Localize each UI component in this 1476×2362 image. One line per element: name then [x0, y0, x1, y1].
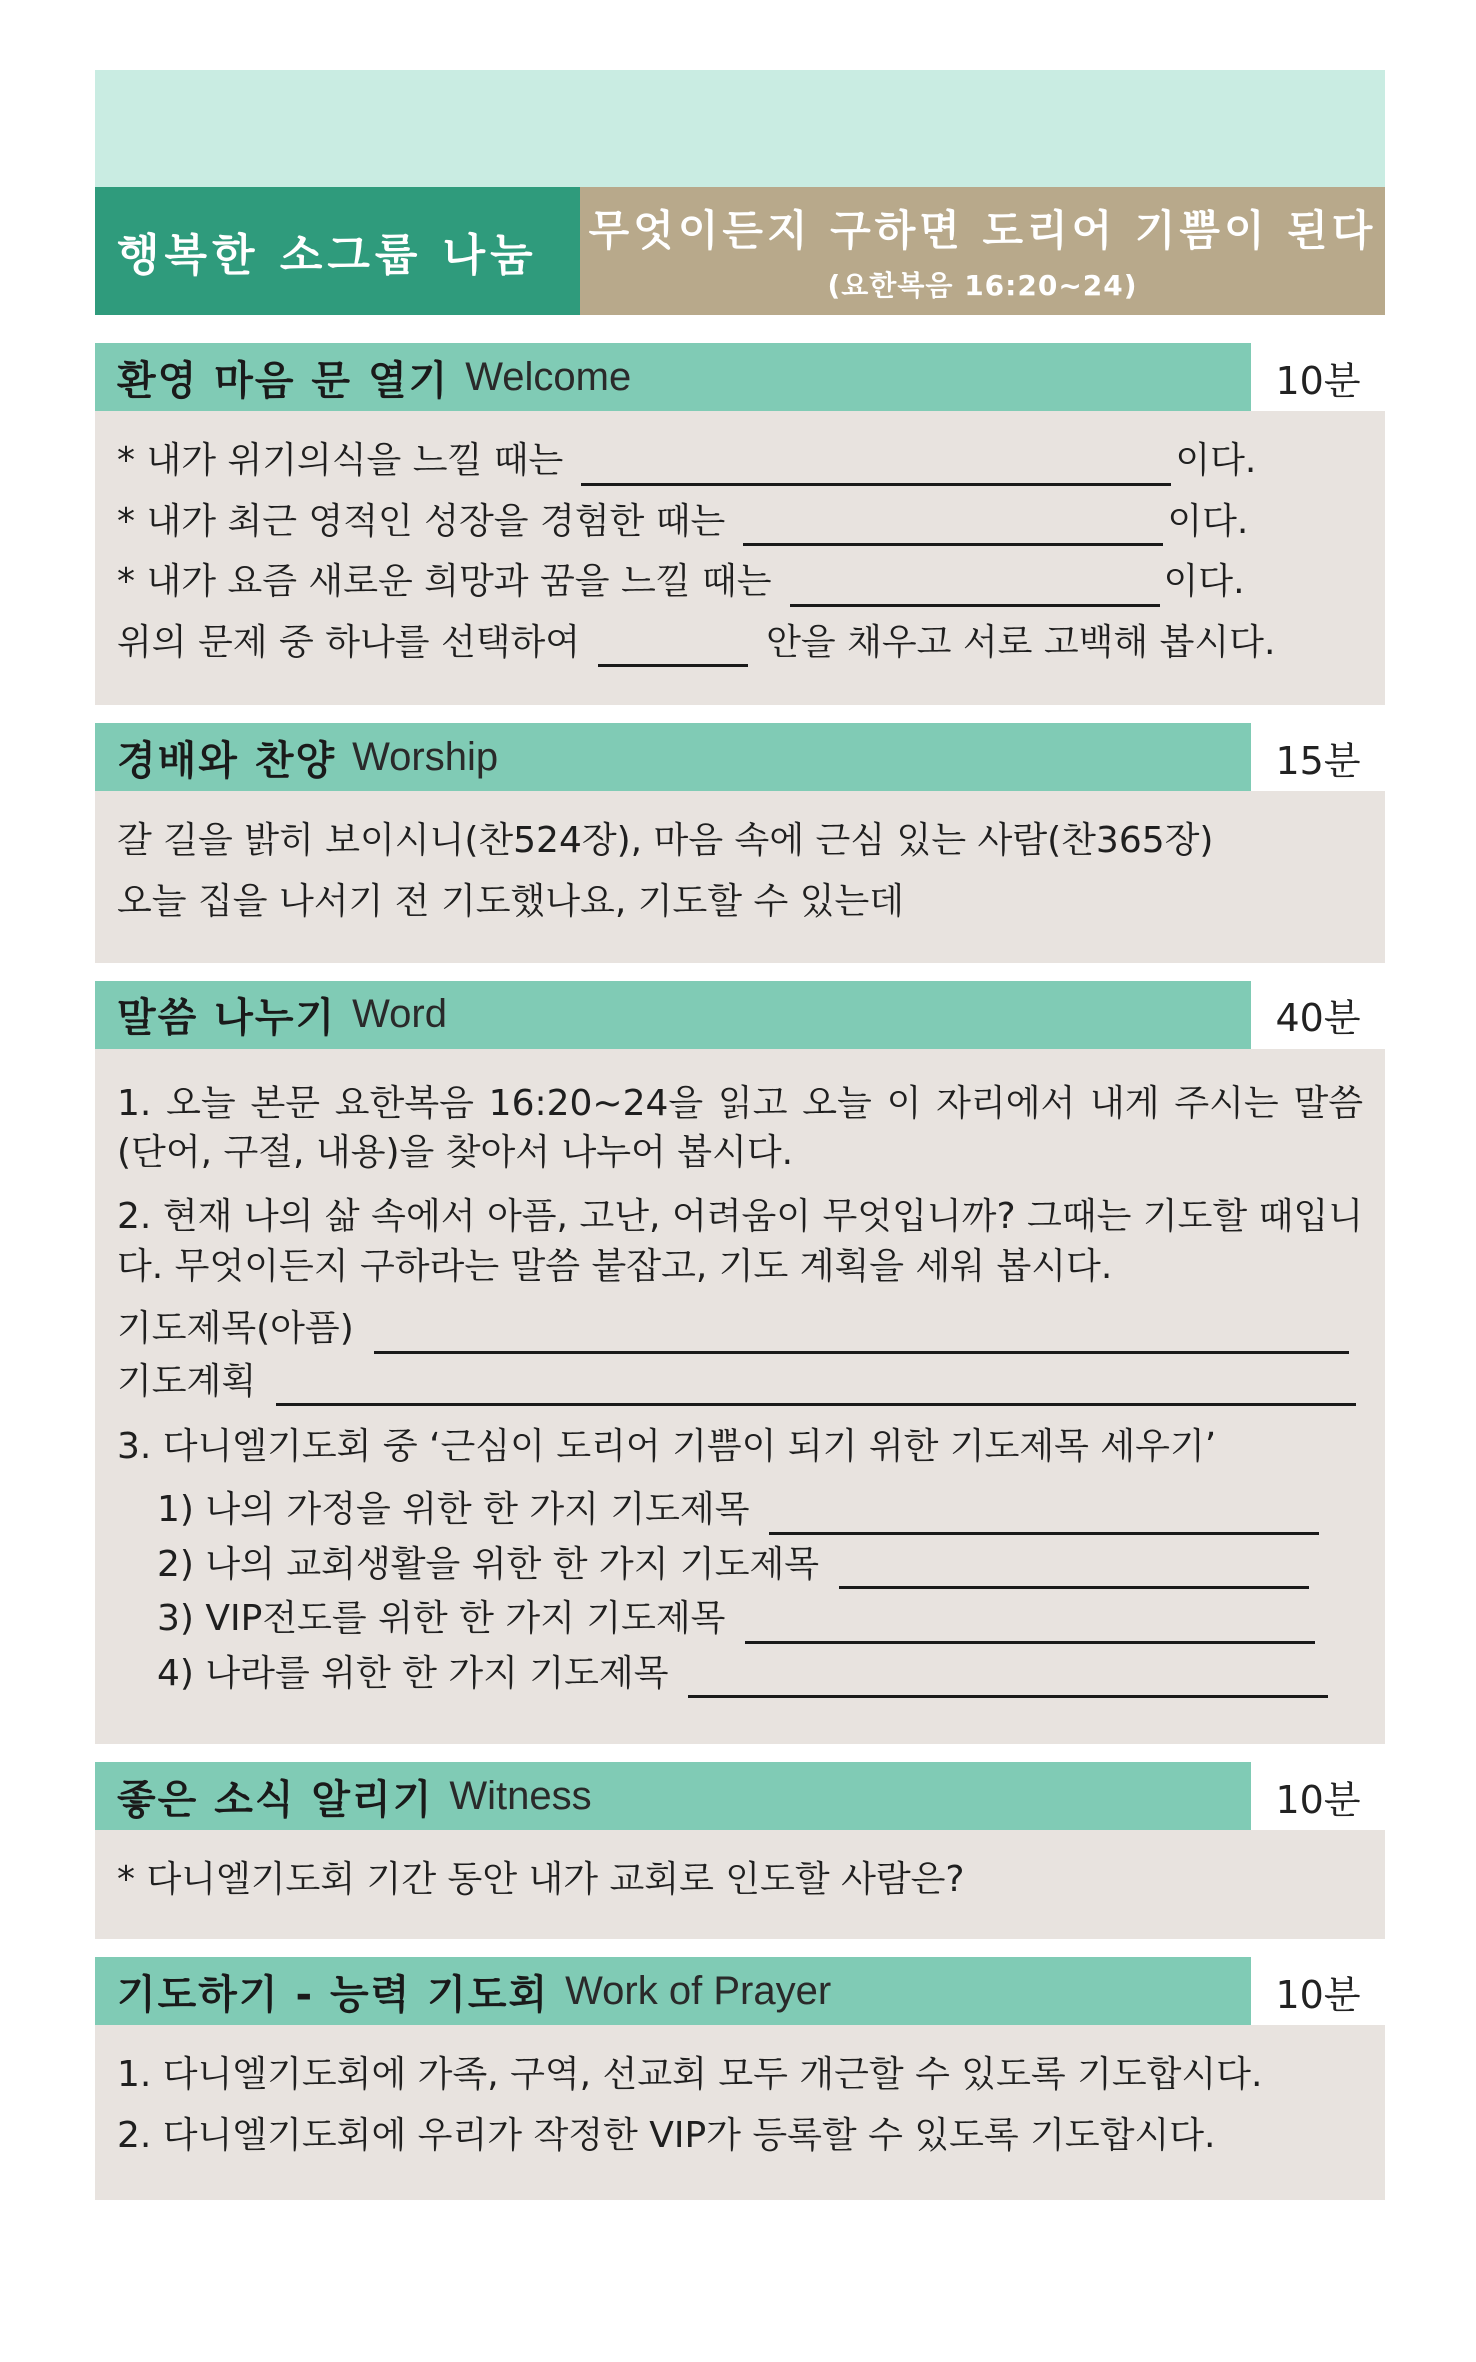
instruction-blank [598, 631, 748, 667]
section-minutes: 10분 [1275, 1972, 1361, 2017]
question-1: 1. 오늘 본문 요한복음 16:20~24을 읽고 오늘 이 자리에서 내게 주시는 말씀(단어, 구절, 내용)을 찾아서 나누어 봅시다. [117, 1082, 1363, 1174]
section-title: 말씀 나누기 [117, 995, 337, 1042]
section-label [95, 981, 1251, 1049]
instruction-line [117, 619, 1363, 668]
section-body [95, 1049, 1385, 1745]
section-body [95, 2025, 1385, 2200]
section-worship [95, 723, 1385, 962]
section-title-en: Word [352, 992, 447, 1037]
prayer-topic-blank[interactable] [374, 1318, 1349, 1354]
section-header [95, 723, 1385, 791]
prayer-topic-line [117, 1305, 1363, 1354]
section-body [95, 411, 1385, 705]
section-title: 경배와 찬양 [117, 737, 337, 784]
scripture-reference: (요한복음 16:20~24) [827, 269, 1138, 302]
worksheet [95, 70, 1385, 2200]
witness-question: * 다니엘기도회 기간 동안 내가 교회로 인도할 사람은? [117, 1859, 965, 1901]
prayer-item-text: 1) 나의 가정을 위한 한 가지 기도제목 [157, 1489, 750, 1531]
section-label [95, 723, 1251, 791]
hymn-line: 갈 길을 밝히 보이시니(찬524장), 마음 속에 근심 있는 사람(찬365장) [117, 820, 1214, 862]
sermon-title: 무엇이든지 구하면 도리어 기쁨이 된다 [588, 206, 1377, 255]
answer-blank[interactable] [581, 450, 1171, 486]
prayer-item-text: 3) VIP전도를 위한 한 가지 기도제목 [157, 1598, 726, 1640]
section-title: 좋은 소식 알리기 [117, 1776, 434, 1823]
answer-blank[interactable] [790, 571, 1160, 607]
question-suffix: 이다. [1163, 561, 1245, 603]
section-minutes: 40분 [1275, 996, 1361, 1041]
question-2: 2. 현재 나의 삶 속에서 아픔, 고난, 어려움이 무엇입니까? 그때는 기도할 때입니다. 무엇이든지 구하라는 말씀 붙잡고, 기도 계획을 세워 봅시다. [117, 1195, 1363, 1287]
section-label [95, 1957, 1251, 2025]
prayer-plan-line [117, 1358, 1363, 1407]
section-title: 기도하기 - 능력 기도회 [117, 1971, 550, 2018]
question-3: 3. 다니엘기도회 중 ‘근심이 도리어 기쁨이 되기 위한 기도제목 세우기’ [117, 1426, 1217, 1468]
question-line [117, 498, 1363, 547]
prayer-line: 2. 다니엘기도회에 우리가 작정한 VIP가 등록할 수 있도록 기도합시다. [117, 2114, 1216, 2156]
prayer-plan-blank[interactable] [276, 1370, 1356, 1406]
prayer-item-blank[interactable] [769, 1499, 1319, 1535]
group-title: 행복한 소그룹 나눔 [95, 187, 580, 315]
question-suffix: 이다. [1167, 500, 1249, 542]
section-welcome [95, 343, 1385, 705]
section-minutes: 10분 [1275, 1777, 1361, 1822]
section-word [95, 981, 1385, 1745]
instruction-text: 위의 문제 중 하나를 선택하여 [117, 621, 581, 663]
section-body [95, 1830, 1385, 1939]
question-text: * 내가 최근 영적인 성장을 경험한 때는 [117, 500, 726, 542]
section-label [95, 1762, 1251, 1830]
prayer-item-blank[interactable] [688, 1662, 1328, 1698]
prayer-line: 1. 다니엘기도회에 가족, 구역, 선교회 모두 개근할 수 있도록 기도합시다. [117, 2054, 1263, 2096]
section-header [95, 343, 1385, 411]
answer-blank[interactable] [743, 510, 1163, 546]
question-line [117, 437, 1363, 486]
title-row [95, 187, 1385, 315]
prayer-item [117, 1541, 1363, 1590]
section-minutes: 15분 [1275, 738, 1361, 783]
instruction-suffix: 안을 채우고 서로 고백해 봅시다. [766, 621, 1276, 663]
hymn-line: 오늘 집을 나서기 전 기도했나요, 기도할 수 있는데 [117, 880, 905, 922]
prayer-item-blank[interactable] [745, 1608, 1315, 1644]
section-prayer [95, 1957, 1385, 2200]
question-text: * 내가 위기의식을 느낄 때는 [117, 440, 564, 481]
question-suffix: 이다. [1175, 440, 1257, 481]
section-header [95, 1762, 1385, 1830]
section-title: 환영 마음 문 열기 [117, 357, 450, 404]
top-color-band [95, 70, 1385, 187]
section-minutes: 10분 [1275, 358, 1361, 403]
prayer-item-blank[interactable] [839, 1553, 1309, 1589]
section-title-en: Welcome [465, 354, 632, 399]
question-line [117, 558, 1363, 607]
prayer-item [117, 1650, 1363, 1699]
sermon-title-box [580, 187, 1385, 315]
section-title-en: Work of Prayer [565, 1968, 832, 2013]
section-witness [95, 1762, 1385, 1939]
prayer-item [117, 1595, 1363, 1644]
section-title-en: Witness [449, 1773, 592, 1818]
question-text: * 내가 요즘 새로운 희망과 꿈을 느낄 때는 [117, 561, 772, 603]
section-body [95, 791, 1385, 962]
prayer-item-text: 2) 나의 교회생활을 위한 한 가지 기도제목 [157, 1543, 820, 1585]
prayer-item [117, 1486, 1363, 1535]
section-header [95, 981, 1385, 1049]
prayer-plan-label: 기도계획 [117, 1360, 257, 1402]
section-header [95, 1957, 1385, 2025]
prayer-item-text: 4) 나라를 위한 한 가지 기도제목 [157, 1652, 669, 1694]
prayer-topic-label: 기도제목(아픔) [117, 1308, 354, 1350]
section-title-en: Worship [352, 734, 499, 779]
section-label [95, 343, 1251, 411]
